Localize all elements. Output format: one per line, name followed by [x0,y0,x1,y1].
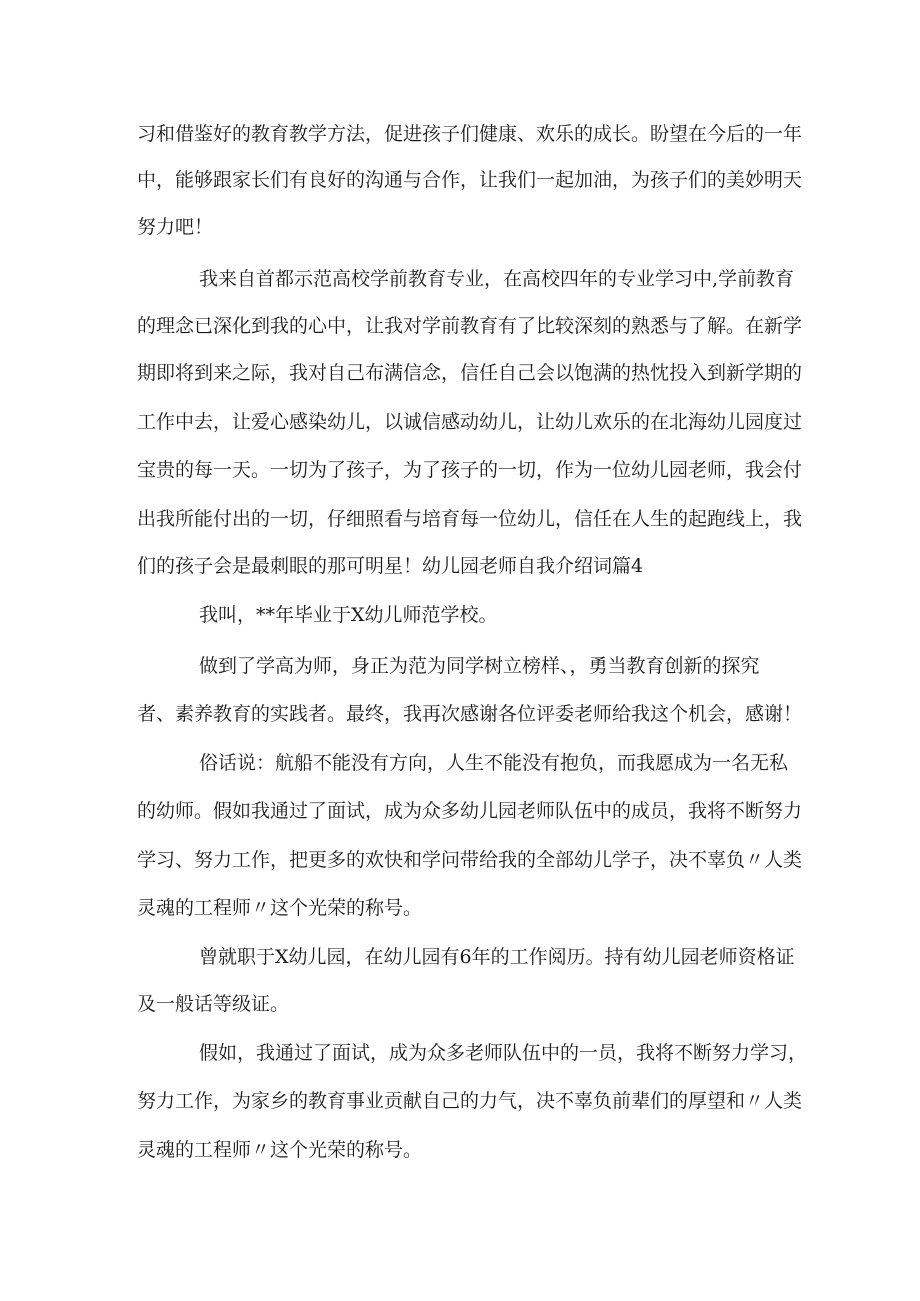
paragraph-5-line-3: 学习、努力工作，把更多的欢快和学问带给我的全部幼儿学子，决不辜负〃人类 [137,849,803,871]
paragraph-2-line-4: 工作中去，让爱心感染幼儿，以诚信感动幼儿，让幼儿欢乐的在北海幼儿园度过 [137,411,803,433]
paragraph-2-line-6: 出我所能付出的一切，仔细照看与培育每一位幼儿，信任在人生的起跑线上，我 [137,508,803,530]
paragraph-2-line-5: 宝贵的每一天。一切为了孩子，为了孩子的一切，作为一位幼儿园老师，我会付 [137,459,803,481]
paragraph-7-line-3: 灵魂的工程师〃这个光荣的称号。 [137,1139,423,1161]
paragraph-4-line-2: 者、素养教育的实践者。最终，我再次感谢各位评委老师给我这个机会，感谢！ [137,703,803,725]
paragraph-5-line-1: 俗话说：航船不能没有方向，人生不能没有抱负，而我愿成为一名无私 [199,752,789,774]
paragraph-6-line-1: 曾就职于X幼儿园，在幼儿园有6年的工作阅历。持有幼儿园老师资格证 [199,946,795,968]
paragraph-4-line-1: 做到了学高为师，身正为范为同学树立榜样、，勇当教育创新的探究 [199,655,760,677]
paragraph-7-line-1: 假如，我通过了面试，成为众多老师队伍中的一员，我将不断努力学习， [199,1042,808,1064]
paragraph-2-line-7: 们的孩子会是最刺眼的那可明星！幼儿园老师自我介绍词篇4 [137,555,644,577]
paragraph-3-line-1: 我叫，**年毕业于X幼儿师范学校。 [199,604,498,626]
paragraph-1-line-3: 努力吧！ [137,216,214,238]
paragraph-5-line-4: 灵魂的工程师〃这个光荣的称号。 [137,897,423,919]
paragraph-2-line-2: 的理念已深化到我的心中，让我对学前教育有了比较深刻的熟悉与了解。在新学 [137,315,803,337]
paragraph-6-line-2: 及一般话等级证。 [137,993,290,1015]
paragraph-2-line-1: 我来自首都示范高校学前教育专业，在高校四年的专业学习中,学前教育 [199,268,795,290]
paragraph-2-line-3: 期即将到来之际，我对自己布满信念，信任自己会以饱满的热忱投入到新学期的 [137,362,803,384]
paragraph-1-line-2: 中，能够跟家长们有良好的沟通与合作，让我们一起加油，为孩子们的美妙明天 [137,169,803,191]
paragraph-7-line-2: 努力工作，为家乡的教育事业贡献自己的力气，决不辜负前辈们的厚望和〃人类 [137,1090,803,1112]
paragraph-1-line-1: 习和借鉴好的教育教学方法，促进孩子们健康、欢乐的成长。盼望在今后的一年 [137,123,803,145]
paragraph-5-line-2: 的幼师。假如我通过了面试，成为众多幼儿园老师队伍中的成员，我将不断努力 [137,800,803,822]
